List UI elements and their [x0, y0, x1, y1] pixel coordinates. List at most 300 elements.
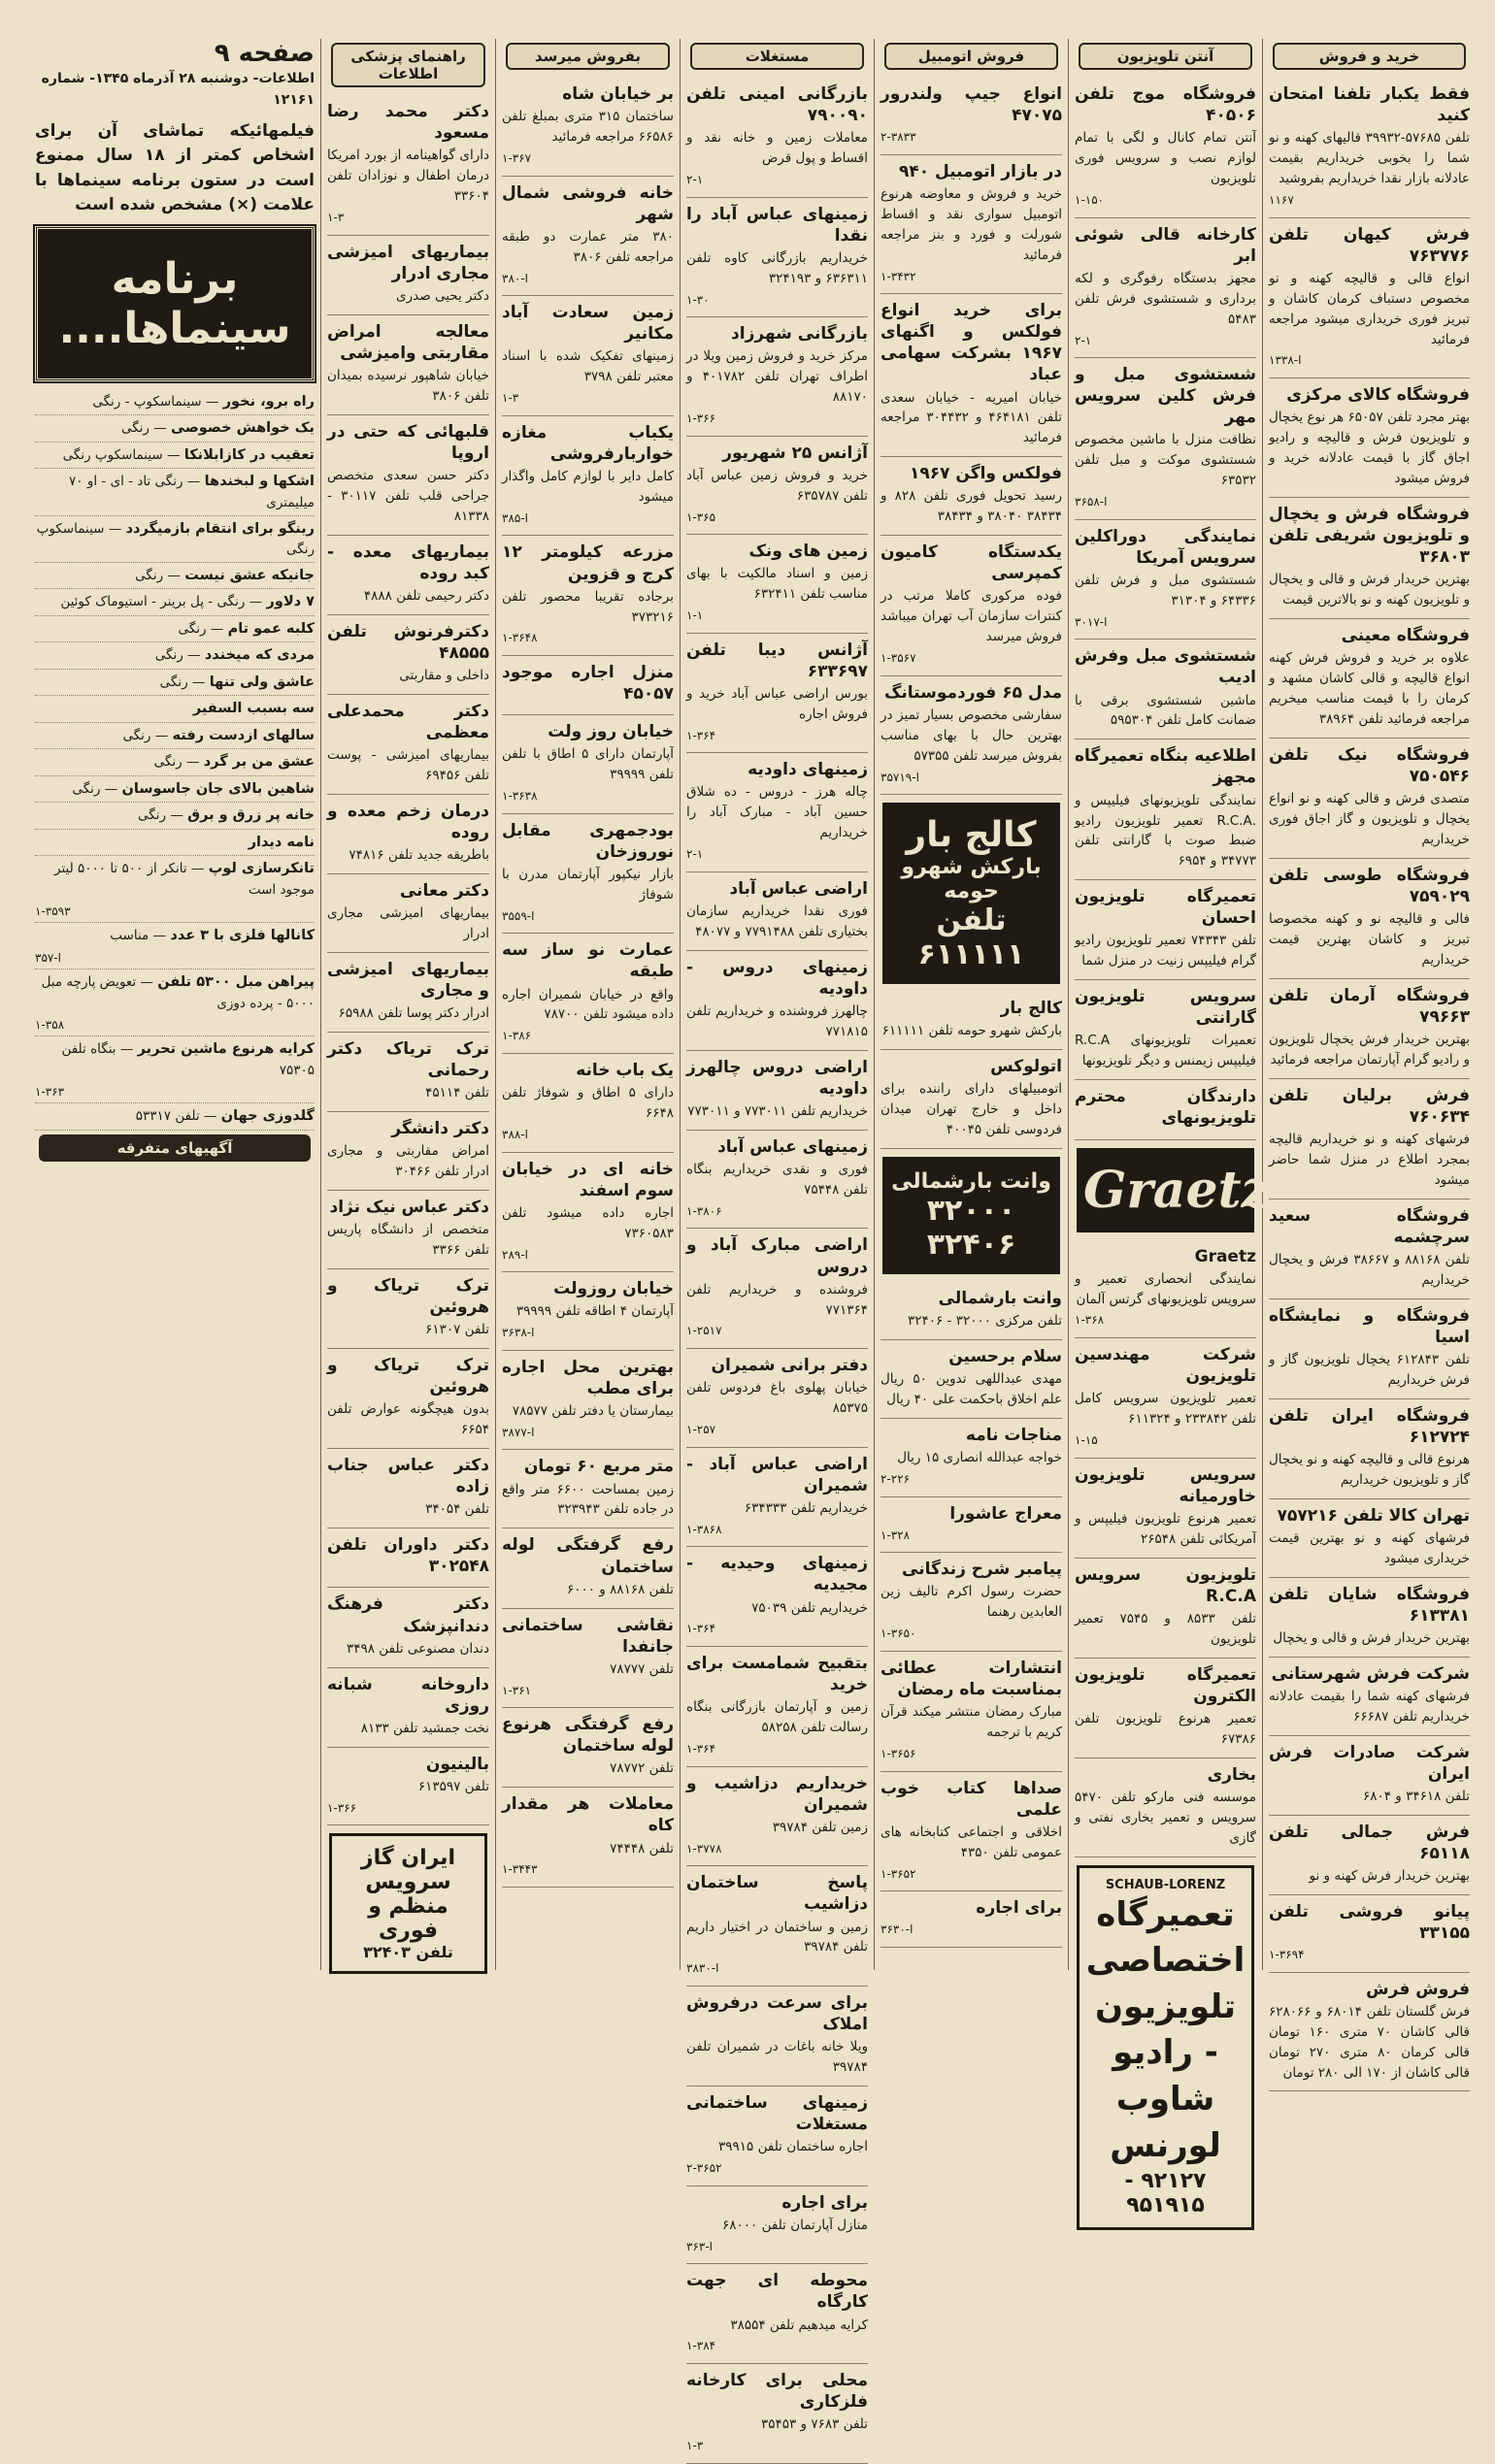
- ad-title: متر مربع ۶۰ تومان: [523, 1457, 674, 1477]
- classified-ad: [1269, 378, 1470, 498]
- ad-code: ا-۳۸۰: [502, 271, 529, 285]
- section-header-cars: فروش اتومبیل: [884, 43, 1058, 70]
- ad-body: موسسه فنی مارکو تلفن ۵۴۷۰ سرویس و تعمیر بخاری نفتی و گازی: [1075, 1789, 1256, 1846]
- ad-code: ۲-۳۸۳۳: [880, 130, 916, 145]
- ad-code: ۱-۳۶۷: [502, 150, 532, 165]
- ad-title: زمینهای داودیه: [748, 760, 868, 780]
- page-number: صفحه ۹: [214, 39, 315, 68]
- ad-code: ا-۳۰۱۷: [1075, 614, 1108, 629]
- classified-ad: [880, 1553, 1062, 1652]
- film-title: سالهای ازدست رفته: [172, 727, 315, 743]
- ad-title: خریداریم دزاشیب و شمیران: [686, 1773, 868, 1815]
- ad-title: عمارت نو ساز سه طبقه: [502, 940, 674, 982]
- ad-title: بیماریهای امیزشی و مجاری: [327, 959, 489, 1002]
- ad-title: اطلاعیه بنگاه تعمیرگاه مجهز: [1075, 746, 1256, 788]
- ad-title: فروشگاه معینی: [1341, 625, 1470, 645]
- issue-line: اطلاعات- دوشنبه ۲۸ آذرماه ۱۳۴۵- شماره ۱۲۱۶۱: [41, 71, 315, 109]
- ad-title: بازرگانی امینی تلفن ۷۹۰۰۹۰: [686, 84, 868, 126]
- classified-ad: [327, 795, 489, 874]
- ad-title: شرکت صادرات فرش ایران: [1269, 1742, 1470, 1784]
- ad-title: زمینهای عباس آباد: [717, 1136, 868, 1157]
- ad-title: بازرگانی شهرزاد: [731, 324, 868, 345]
- ad-title: محوطه ای جهت کارگاه: [686, 2271, 868, 2313]
- column-cinema: [29, 39, 320, 1970]
- ad-body: نمایندگی انحصاری تعمیر و سرویس تلویزیونهای گرتس آلمان: [1075, 1270, 1256, 1307]
- classified-ad: [327, 1449, 489, 1528]
- ad-body: ماشین شستشوی برقی با ضمانت کامل تلفن ۵۹۵۳۰۴: [1075, 692, 1256, 729]
- film-title: کلبه عمو تام: [227, 620, 315, 637]
- classified-ad: [1269, 218, 1470, 378]
- ad-title: دارندگان محترم تلویزیونهای: [1075, 1087, 1256, 1129]
- classified-ad: [1075, 1080, 1256, 1139]
- ad-body: فالی و قالیچه نو و کهنه مخصوصا تبریز و کاشان بهترین قیمت خریداریم: [1269, 910, 1470, 968]
- ad-title: شرکت فرش شهرستانی: [1271, 1663, 1470, 1684]
- age-notice: فیلمهائیکه تماشای آن برای اشخاص کمتر از ۱۸ سال ممنوع است در ستون برنامه سینماها با علامت (×) مشخص شده است: [35, 120, 316, 215]
- ad-body: بهترین خریدار فرش کهنه و نو: [1309, 1867, 1470, 1884]
- ad-body: خرید و فروش و معاوضه هرنوع اتومبیل سواری نقد و اقساط شورلت و فورد و بنز مراجعه فرمائید: [880, 185, 1062, 263]
- classified-ad: [880, 676, 1062, 795]
- classified-ad: [502, 78, 674, 177]
- film-title: تعقیب در کازابلانکا: [183, 446, 315, 463]
- classified-ad: [880, 1497, 1062, 1554]
- ad-title: اراضی دروس چالهرز داودیه: [686, 1057, 868, 1099]
- ad-code: ا-۳۶۳۰: [880, 1922, 914, 1937]
- cinema-listing: [35, 749, 315, 775]
- column-tv-repair: [1068, 39, 1271, 2218]
- vanet-line1: وانت بارشمالی: [891, 1169, 1051, 1195]
- ad-title: دکترفرنوش تلفن ۴۸۵۵۵: [327, 621, 489, 663]
- ad-code: ۱-۳۶۱: [502, 1683, 532, 1697]
- ad-title: فروشگاه نیک تلفن ۷۵۰۵۴۶: [1269, 744, 1470, 786]
- film-details: — رنگی: [72, 780, 122, 797]
- ad-code: ا-۳۶۳: [686, 2239, 714, 2253]
- ad-title: برای اجاره: [781, 2192, 868, 2213]
- ad-title: مزرعه کیلومتر ۱۲ کرج و قزوین: [502, 542, 674, 584]
- ad-title: بالینیون: [425, 1754, 489, 1774]
- ad-body: زمین و اسناد مالکیت با بهای مناسب تلفن ۶۳۲۴۱۱: [686, 566, 868, 603]
- cinema-listing: [35, 589, 315, 615]
- ad-code: ۱-۳۶۵۰: [880, 1626, 916, 1641]
- ad-body: مجهز بدستگاه رفوگری و لکه برداری و شستشوی فرش تلفن ۵۴۸۳: [1075, 270, 1256, 327]
- classified-ad: [502, 1153, 674, 1273]
- ad-title: ترک تریاک و هروئین: [327, 1276, 489, 1318]
- ad-body: معاملات زمین و خانه نقد و اقساط و پول قرض: [686, 130, 868, 167]
- film-title: جانیکه عشق نیست: [184, 567, 315, 583]
- ad-body: انواع قالی و قالیچه کهنه و نو مخصوص دستباف کرمان کاشان و تبریز فوری خریداری میشود مراجعه فرمائید: [1269, 270, 1470, 347]
- ad-body: تلفن ۷۴۴۴۸: [610, 1840, 674, 1856]
- kaj-bar-line2: بارکش شهرو حومه: [901, 855, 1042, 904]
- ad-code: ۱-۳۸۶: [502, 1029, 532, 1043]
- ad-body: دکتر رحیمی تلفن ۴۸۸۸: [363, 587, 489, 604]
- ad-body: تعمیرات تلویزیونهای R.C.A فیلیپس زیمنس و دیگر تلویزیونها: [1075, 1033, 1256, 1069]
- ad-body: فرشهای کهنه و نو بهترین قیمت خریداری میشود: [1269, 1529, 1470, 1566]
- section-header-for-sale: بفروش میرسد: [506, 43, 670, 70]
- vanet-shomali-ad: [882, 1157, 1060, 1274]
- ad-code: ۱-۳۶۳۸: [502, 789, 538, 804]
- section-header-misc: آگهیهای متفرقه: [39, 1134, 311, 1162]
- ad-body: فروشنده و خریداریم تلفن ۷۷۱۳۶۴: [686, 1281, 868, 1318]
- classified-ad: [502, 1528, 674, 1608]
- ad-body: متخصص از دانشگاه پاریس تلفن ۳۳۶۶: [327, 1222, 489, 1259]
- classified-ad: [327, 1269, 489, 1349]
- film-title: یک خواهش خصوصی: [171, 420, 315, 437]
- classified-ad: [327, 1191, 489, 1269]
- classified-ad: [880, 1891, 1062, 1948]
- ad-code: ۱-۳۶۶: [327, 1800, 357, 1815]
- ad-body: مرکز خرید و فروش زمین ویلا در اطراف تهران تلفن ۴۰۱۷۸۲ و ۸۸۱۷۰: [686, 348, 868, 406]
- ad-title: تلویزیون سرویس R.C.A: [1075, 1564, 1256, 1606]
- column-medical: [320, 39, 495, 1970]
- classified-ad: [502, 656, 674, 715]
- film-details: — رنگی: [120, 420, 172, 437]
- ad-title: انواع جیپ ولندرور ۴۷۰۷۵: [880, 84, 1062, 126]
- ad-title: دکتر فرهنگ دندانپزشک: [327, 1594, 489, 1636]
- ad-code: ا-۳۶۳۸: [502, 1326, 535, 1340]
- classified-ad: [686, 872, 868, 951]
- ad-body: زمین تلفن ۳۹۷۸۴: [772, 1819, 868, 1835]
- ad-title: معراج عاشورا: [949, 1503, 1062, 1524]
- classified-ad: [686, 1647, 868, 1767]
- ad-code: ۱-۳۶۵: [686, 509, 716, 524]
- ad-title: شستشوی مبل وفرش ادیب: [1075, 646, 1256, 688]
- classified-ad: [327, 1112, 489, 1191]
- ad-code: ۱-۳۰: [686, 292, 710, 307]
- ad-title: اراضی عباس آباد - شمیران: [686, 1454, 868, 1495]
- ad-title: زمینهای دروس - داودیه: [686, 957, 868, 999]
- iran-gaz-line1: ایران گاز: [360, 1846, 456, 1871]
- ad-code: ۲-۳۶۵۲: [686, 2161, 722, 2176]
- classified-ad: [1269, 1973, 1470, 2092]
- ad-code: ۱-۳۶۹۴: [1269, 1948, 1305, 1962]
- classified-ad: [502, 814, 674, 935]
- ad-code: ۱-۳: [686, 2439, 704, 2453]
- ad-title: بیماریهای معده - کبد روده: [327, 542, 489, 583]
- classified-ad: [880, 992, 1062, 1050]
- classified-ad: [327, 1588, 489, 1667]
- ad-body: کامل دایر با لوازم کامل واگذار میشود: [502, 468, 674, 505]
- ad-body: بورس اراضی عباس آباد خرید و فروش اجاره: [686, 685, 868, 722]
- ad-body: تعمیر هرنوع تلویزیون تلفن ۶۷۳۸۶: [1075, 1710, 1256, 1747]
- ad-title: زمینهای ساختمانی مستغلات: [686, 2093, 868, 2135]
- classified-ad: [327, 536, 489, 615]
- ad-body: نظافت منزل با ماشین مخصوص شستشوی موکت و مبل تلفن ۶۳۵۳۲: [1075, 432, 1256, 489]
- ad-body: تلفن ۸۸۱۶۸ و ۶۰۰۰: [566, 1581, 674, 1597]
- film-title: گلدوزی جهان: [220, 1108, 315, 1125]
- classified-ad: [1269, 1816, 1470, 1895]
- classified-ad: [327, 95, 489, 236]
- ad-code: ۱-۳: [502, 391, 519, 406]
- film-title: شاهین بالای جان جاسوسان: [121, 780, 315, 797]
- classified-ad: [327, 1033, 489, 1112]
- classified-ad: [686, 2264, 868, 2364]
- ad-title: فروشگاه ایران تلفن ۶۱۲۷۲۴: [1269, 1405, 1470, 1447]
- ad-title: یک باب خانه: [576, 1061, 674, 1080]
- ad-code: ۱-۳۵۹۳: [35, 903, 71, 918]
- classified-ad: [1269, 1578, 1470, 1658]
- ad-title: داروخانه شبانه روزی: [327, 1674, 489, 1716]
- ad-title: بودجمهری مقابل نوروزخان: [502, 820, 674, 862]
- ad-body: منازل آپارتمان تلفن ۶۸۰۰۰: [722, 2217, 868, 2233]
- ad-title: یکباب مغازه خواربارفروشی: [502, 422, 674, 464]
- film-title: اشکها و لبخندها: [204, 474, 315, 490]
- ad-body: دکتر یحیی صدری: [396, 287, 489, 304]
- classified-ad: [1075, 1240, 1256, 1339]
- ad-title: بیماریهای امیزشی مجاری ادرار: [327, 242, 489, 283]
- ad-title: یکدستگاه کامیون کمپرسی: [880, 542, 1062, 584]
- film-title: رینگو برای انتقام بازمیگردد: [125, 520, 315, 537]
- film-title: کرایه هرنوع ماشین تحریر: [137, 1041, 315, 1058]
- classified-ad: [1075, 739, 1256, 880]
- ad-code: ا-۳۸۸: [502, 1127, 529, 1141]
- classified-ad: [502, 416, 674, 537]
- ad-body: بارکش شهرو حومه تلفن ۶۱۱۱۱۱: [881, 1023, 1062, 1039]
- classified-ad: [686, 1448, 868, 1548]
- classified-ad: [1075, 520, 1256, 641]
- column-real-estate: [680, 39, 874, 2453]
- ad-title: پیانو فروشی تلفن ۳۳۱۵۵: [1269, 1901, 1470, 1943]
- ad-title: سرویس تلویزیون خاورمیانه: [1075, 1464, 1256, 1506]
- classified-ad: [880, 78, 1062, 155]
- ad-title: انتشارات عطائی بمناسبت ماه رمضان: [880, 1658, 1062, 1699]
- ad-title: منزل اجاره موجود ۴۵۰۵۷: [502, 663, 674, 705]
- classified-ad: [1075, 1758, 1256, 1857]
- classified-ad: [502, 1609, 674, 1709]
- ad-body: چاله هرز - دروس - ده شلاق حسین آباد - مبارک آباد را خریداریم: [686, 784, 868, 841]
- film-details: — رنگی: [135, 567, 185, 583]
- ad-body: دکتر حسن سعدی متخصص جراحی قلب تلفن ۳۰۱۱۷ - ۸۱۳۳۸: [327, 467, 489, 524]
- ad-code: ۱-۳۸۴: [686, 2339, 716, 2353]
- film-title: سه بسبب السفیر: [192, 701, 315, 717]
- ad-code: ۱-۳۸۶۸: [686, 1522, 722, 1536]
- ad-body: واقع در خیابان شمیران اجاره داده میشود تلفن ۷۸۷۰۰: [502, 986, 674, 1023]
- ad-body: بدون هیچگونه عوارض تلفن ۶۶۵۴: [327, 1401, 489, 1438]
- classified-ad: [880, 457, 1062, 536]
- ad-code: ا-۳۶۵۸: [1075, 495, 1108, 509]
- ad-body: تلفن ۴۵۱۱۴: [425, 1085, 489, 1101]
- ad-title: اراضی مبارک آباد و دروس: [686, 1235, 868, 1277]
- classified-ad: [1075, 358, 1256, 520]
- cinema-listing: [35, 616, 315, 642]
- film-details: — سینماسکوپ رنگی: [36, 520, 315, 558]
- ad-body: بیماریهای امیزشی مجاری ادرار: [327, 905, 489, 942]
- ad-title: دکتر داوران تلفن ۳۰۲۵۴۸: [327, 1535, 489, 1577]
- classified-ad: [327, 1528, 489, 1588]
- ad-body: زمین و ساختمان در اختیار داریم تلفن ۳۹۷۸۴: [686, 1919, 868, 1955]
- ad-title: پیامبر شرح زندگانی: [902, 1560, 1062, 1580]
- ad-code: ۱-۳: [327, 210, 345, 224]
- ad-title: زمین های ونک: [748, 542, 868, 562]
- ad-code: ا-۳۸۳۰: [686, 1961, 719, 1976]
- classified-ad: [502, 934, 674, 1054]
- classified-ad: [686, 1051, 868, 1131]
- ad-body: بازار نیکپور آپارتمان مدرن با شوفاژ: [502, 866, 674, 903]
- ad-body: خرید و فروش زمین عباس آباد تلفن ۶۳۵۷۸۷: [686, 467, 868, 504]
- film-details: — تانکر از ۵۰۰ تا ۵۰۰۰ لیتر موجود است: [54, 861, 315, 898]
- ad-code: ۱-۲۵۷: [686, 1423, 716, 1437]
- schaub-brand: SCHAUB-LORENZ: [1105, 1877, 1226, 1892]
- classified-ad: [880, 294, 1062, 457]
- ad-body: حضرت رسول اکرم تالیف زین العابدین رهنما: [880, 1584, 1062, 1621]
- film-details: — رنگی: [154, 647, 205, 664]
- classified-ad: [502, 177, 674, 297]
- cinema-listing: [35, 830, 315, 856]
- film-details: — سینماسکوپ رنگی: [62, 446, 184, 463]
- cinema-listing: [35, 670, 315, 696]
- classified-ad: [880, 1340, 1062, 1419]
- ad-body: خیابان شاهپور نرسیده بمیدان تلفن ۳۸۰۶: [327, 367, 489, 404]
- ad-body: ساختمان ۳۱۵ متری بمبلغ تلفن ۶۶۵۸۶ مراجعه فرمائید: [502, 109, 674, 146]
- col4-list: [686, 78, 868, 2464]
- column-buy-sell: [1262, 39, 1476, 2081]
- ad-body: ویلا خانه باغات در شمیران تلفن ۳۹۷۸۴: [686, 2039, 868, 2076]
- ad-code: ۲-۱: [686, 173, 704, 187]
- ad-body: نخت جمشید تلفن ۸۱۳۳: [360, 1720, 489, 1736]
- ad-title: اتولوکس: [990, 1057, 1062, 1077]
- cinema-listing: [35, 923, 315, 969]
- schaub-line1: تعمیرگاه اختصاصی: [1085, 1894, 1246, 1981]
- classified-ad: [880, 1050, 1062, 1149]
- ad-body: تلفن ۶۱۳۰۷: [425, 1322, 489, 1338]
- ad-body: بهترین خریدار فرش و قالی و یخچال: [1273, 1629, 1470, 1646]
- ad-title: فروشگاه سعید سرچشمه: [1269, 1205, 1470, 1247]
- ad-body: برجاده تقریبا محصور تلفن ۳۷۳۲۱۶: [502, 588, 674, 625]
- classified-ad: [880, 1652, 1062, 1772]
- classified-ad: [686, 1131, 868, 1230]
- schaub-lorenz-ad: [1077, 1865, 1254, 2231]
- section-header-real-estate: مستغلات: [690, 43, 864, 70]
- ad-code: ا-۳۸۷۷: [502, 1425, 535, 1439]
- classified-ad: [327, 1668, 489, 1748]
- classified-ad: [1075, 1459, 1256, 1559]
- ad-code: ۱-۳۵۶۷: [880, 651, 916, 666]
- ad-body: اخلاقی و اجتماعی کتابخانه های عمومی تلفن ۴۳۵۰: [880, 1823, 1062, 1860]
- ad-body: سفارشی مخصوص بسیار تمیز در بهترین حال با بهای مناسب بفروش میرسد تلفن ۵۷۳۵۵: [880, 706, 1062, 764]
- ad-code: ۱-۳۶۵۲: [880, 1866, 916, 1881]
- classified-ad: [1075, 218, 1256, 359]
- iran-gaz-line3: تلفن ۳۲۴۰۳: [363, 1943, 453, 1962]
- classified-ad: [686, 198, 868, 318]
- ad-code: ۱-۳۴۳۲: [880, 269, 916, 283]
- ad-title: قلبهائی که حتی در اروپا: [327, 421, 489, 463]
- ad-title: دکتر دانشگر: [391, 1119, 489, 1139]
- ad-body: آپارتمان ۴ اطاقه تلفن ۳۹۹۹۹: [515, 1303, 674, 1320]
- ad-title: کالج بار: [1000, 999, 1062, 1019]
- classified-ad: [880, 1772, 1062, 1892]
- classified-ad: [1269, 619, 1470, 739]
- ad-body: ادرار دکتر پوسا تلفن ۶۵۹۸۸: [338, 1005, 489, 1022]
- ad-title: دکتر محمدعلی معظمی: [327, 701, 489, 742]
- ad-title: ترک تریاک دکتر رحمانی: [327, 1039, 489, 1081]
- ad-body: اجاره ساختمان تلفن ۳۹۹۱۵: [718, 2139, 868, 2155]
- ad-title: بهترین محل اجاره برای مطب: [502, 1357, 674, 1398]
- ad-code: ۱-۳۶۵۶: [880, 1746, 916, 1760]
- classified-ad: [1269, 739, 1470, 859]
- ad-body: کرایه میدهیم تلفن ۳۸۵۵۴: [730, 2316, 868, 2333]
- ad-code: ۱-۳۷۷۸: [686, 1841, 722, 1856]
- cinema-listing: [35, 563, 315, 589]
- ad-code: ۱-۳۶۴: [686, 728, 716, 742]
- film-title: خانه پر زرق و برق: [187, 807, 315, 824]
- classified-ad: [1269, 1399, 1470, 1499]
- ad-title: تعمیرگاه تلویزیون احسان: [1075, 887, 1256, 929]
- ad-body: اتومبیلهای دارای راننده برای داخل و خارج تهران میدان فردوسی تلفن ۴۰۰۴۵: [880, 1081, 1062, 1138]
- classified-ad: [1075, 640, 1256, 739]
- ad-title: دکتر معانی: [399, 881, 489, 901]
- ad-body: تلفن ۸۸۱۶۸ و ۳۸۶۶۷ فرش و یخچال خریداریم: [1269, 1251, 1470, 1288]
- ad-code: ۱-۳۴۴۳: [502, 1862, 538, 1877]
- ad-body: تلفن مرکزی ۳۲۰۰۰ - ۳۲۴۰۶: [907, 1313, 1062, 1330]
- ad-title: فرش جمالی تلفن ۶۵۱۱۸: [1269, 1822, 1470, 1863]
- ad-body: علاوه بر خرید و فروش فرش کهنه انواع قالیچه و قالی کاشان مشهد و کرمان را با قیمت مناسب میخریم مراجعه فرمائید تلفن ۳۸۹۶۴: [1269, 650, 1470, 727]
- ad-body: زمین بمساحت ۶۶۰۰ متر واقع در جاده تلفن ۳۲۳۹۴۳: [502, 1481, 674, 1518]
- cinema-listing: [35, 1036, 315, 1103]
- ad-title: خیابان روزولت: [553, 1279, 674, 1299]
- ad-title: خانه ای در خیابان سوم اسفند: [502, 1159, 674, 1200]
- vanet-line2: ۳۲۰۰۰: [926, 1194, 1016, 1229]
- film-title: تانکرسازی لوپ: [208, 861, 315, 877]
- classified-ad: [502, 1788, 674, 1888]
- ad-title: دفتر برانی شمیران: [711, 1356, 868, 1376]
- ad-code: ا-۳۵۵۹: [502, 908, 535, 923]
- ad-body: بیمارستان یا دفتر تلفن ۷۸۵۷۷: [512, 1402, 674, 1419]
- ad-body: بهترین خریدار فرش و قالی و یخچال و تلویزیون کهنه و نو بالاترین قیمت: [1269, 572, 1470, 608]
- ad-body: فوری نقدا خریداریم سازمان بختیاری تلفن ۷۷۹۱۴۸۸ و ۴۸۰۷۷: [686, 903, 868, 939]
- film-title: نامه دیدار: [248, 834, 315, 850]
- ad-title: فروشگاه آرمان تلفن ۷۹۶۶۳: [1269, 985, 1470, 1027]
- col2-list: [1075, 78, 1271, 1857]
- classified-ad: [880, 155, 1062, 294]
- film-details: — تعویض پارچه مبل ۵۰۰۰ - پرده دوزی: [41, 974, 315, 1011]
- ad-title: رفع گرفتگی لوله ساختمان: [502, 1535, 674, 1577]
- ad-title: صداها کتاب خوب علمی: [880, 1778, 1062, 1820]
- kaj-bar-line3: تلفن ۶۱۱۱۱۱: [917, 903, 1025, 972]
- classified-ad: [327, 315, 489, 415]
- ad-body: تلفن ۷۸۷۷۲: [610, 1760, 674, 1777]
- film-title: کانالها فلزی با ۳ عدد: [170, 928, 315, 944]
- ad-body: تلفن ۳۴۶۱۸ و ۶۸۰۴: [1362, 1788, 1470, 1804]
- classified-ad: [880, 1282, 1062, 1340]
- ad-body: خریداریم تلفن ۶۳۴۳۳۳: [744, 1499, 868, 1516]
- ad-title: پاسخ ساختمان دزاشیب: [686, 1873, 868, 1915]
- ad-title: سرویس تلویزیون گارانتی: [1075, 987, 1256, 1029]
- ad-code: ۱-۱: [686, 608, 704, 623]
- ad-title: برای اجاره: [976, 1898, 1062, 1919]
- ad-title: مناجات نامه: [965, 1426, 1062, 1446]
- ad-body: دارای ۵ اطاق و شوفاژ تلفن ۶۶۴۸: [502, 1085, 674, 1122]
- ad-code: ا-۱۳۳۸: [1269, 353, 1302, 368]
- kaj-bar-ad: [882, 803, 1060, 984]
- classified-ad: [686, 2086, 868, 2186]
- classified-ad: [502, 1054, 674, 1153]
- section-header-medical: راهنمای پزشکی اطلاعات: [331, 43, 485, 87]
- section-header-tv-antenna: آنتن تلویزیون: [1079, 43, 1252, 70]
- ad-body: تلفن ۷۸۷۷۷: [610, 1660, 674, 1677]
- ad-title: آژانس ۲۵ شهریور: [722, 443, 868, 463]
- ad-code: ۱-۳۶۶: [686, 411, 716, 426]
- ad-title: فروشگاه و نمایشگاه اسیا: [1269, 1305, 1470, 1347]
- classified-ad: [502, 536, 674, 656]
- vanet-line3: ۳۲۴۰۶: [926, 1228, 1016, 1263]
- classified-ad: [1075, 1559, 1256, 1659]
- ad-title: اراضی عباس آباد: [729, 878, 868, 899]
- classified-ad: [686, 317, 868, 436]
- ad-body: تلفن ۷۴۳۴۳ تعمیر تلویزیون رادیو گرام فیلیپس زنیت در منزل شما: [1075, 933, 1256, 969]
- ad-title: محلی برای کارخانه فلزکاری: [686, 2371, 868, 2413]
- ad-title: تعمیرگاه تلویزیون الکترون: [1075, 1664, 1256, 1706]
- classified-ad: [1269, 1199, 1470, 1299]
- ad-title: فروشگاه شایان تلفن ۶۱۳۳۸۱: [1269, 1584, 1470, 1626]
- ad-body: چالهرز فروشنده و خریداریم تلفن ۷۷۱۸۱۵: [686, 1002, 868, 1039]
